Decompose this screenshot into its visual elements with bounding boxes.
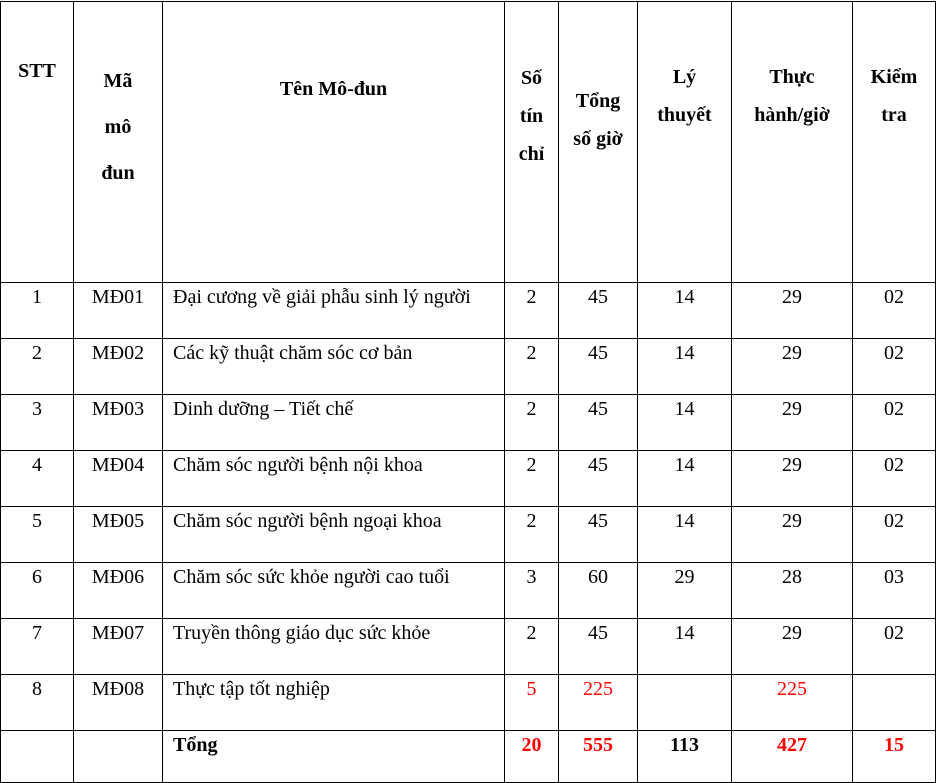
cell-tong-gio: 45: [559, 451, 638, 507]
header-ly-thuyet: [638, 2, 732, 283]
cell-tong-gio: 225: [559, 675, 638, 731]
cell-name: Chăm sóc người bệnh ngoại khoa: [163, 507, 505, 563]
table-row: [1, 563, 936, 619]
cell-stt: 4: [1, 451, 74, 507]
table-row: [1, 619, 936, 675]
cell-kiem-tra: 02: [853, 507, 936, 563]
header-thuc-hanh-line-2: hành/giờ: [754, 104, 830, 126]
cell-name: Chăm sóc người bệnh nội khoa: [163, 451, 505, 507]
total-row: [1, 731, 936, 783]
cell-tin-chi: 2: [505, 507, 559, 563]
cell-tong-gio: 45: [559, 507, 638, 563]
cell-ly-thuyet: 14: [638, 395, 732, 451]
cell-thuc-hanh: 225: [732, 675, 853, 731]
cell-tong-gio: 45: [559, 619, 638, 675]
cell-ma: MĐ08: [74, 675, 163, 731]
header-ly-thuyet-line-2: thuyết: [657, 104, 712, 126]
cell-thuc-hanh: 28: [732, 563, 853, 619]
header-ma-line-2: mô: [104, 116, 132, 138]
cell-ma: MĐ01: [74, 283, 163, 339]
header-stt: [1, 2, 74, 283]
cell-kiem-tra: 03: [853, 563, 936, 619]
total-thuc-hanh: 427: [732, 731, 853, 783]
cell-kiem-tra: [853, 675, 936, 731]
header-thuc-hanh-line-1: Thực: [769, 66, 815, 88]
cell-tin-chi: 2: [505, 619, 559, 675]
cell-tong-gio: 45: [559, 283, 638, 339]
cell-thuc-hanh: 29: [732, 395, 853, 451]
header-kiem-tra: [853, 2, 936, 283]
cell-kiem-tra: 02: [853, 395, 936, 451]
cell-ma: MĐ03: [74, 395, 163, 451]
table-row: [1, 451, 936, 507]
cell-tong-gio: 60: [559, 563, 638, 619]
header-tong-gio-line-1: Tổng: [575, 90, 621, 112]
cell-ma: MĐ06: [74, 563, 163, 619]
header-tin-chi-line-3: chỉ: [518, 143, 545, 165]
header-tin-chi-line-1: Số: [520, 67, 543, 89]
cell-thuc-hanh: 29: [732, 339, 853, 395]
header-kiem-tra-line-1: Kiểm: [870, 66, 918, 88]
cell-ma: MĐ02: [74, 339, 163, 395]
header-ten-mo-dun-text: Tên Mô-đun: [279, 78, 388, 100]
cell-thuc-hanh: 29: [732, 451, 853, 507]
cell-tin-chi: 2: [505, 451, 559, 507]
cell-stt: 7: [1, 619, 74, 675]
cell-ly-thuyet: 29: [638, 563, 732, 619]
cell-name: Đại cương về giải phẫu sinh lý người: [163, 283, 505, 339]
cell-ma: MĐ05: [74, 507, 163, 563]
table-row: [1, 339, 936, 395]
cell-stt: 6: [1, 563, 74, 619]
total-cell-ma: [74, 731, 163, 783]
cell-kiem-tra: 02: [853, 339, 936, 395]
cell-tin-chi: 2: [505, 339, 559, 395]
cell-name: Chăm sóc sức khỏe người cao tuổi: [163, 563, 505, 619]
cell-thuc-hanh: 29: [732, 507, 853, 563]
table-row: [1, 283, 936, 339]
header-tong-gio-line-2: số giờ: [573, 128, 623, 150]
header-tong-so-gio: [559, 2, 638, 283]
cell-ly-thuyet: 14: [638, 451, 732, 507]
cell-stt: 3: [1, 395, 74, 451]
header-ly-thuyet-line-1: Lý: [672, 66, 697, 88]
total-kiem-tra: 15: [853, 731, 936, 783]
header-tin-chi-line-2: tín: [519, 105, 544, 127]
header-so-tin-chi: [505, 2, 559, 283]
total-tong-gio: 555: [559, 731, 638, 783]
cell-tin-chi: 3: [505, 563, 559, 619]
cell-name: Truyền thông giáo dục sức khỏe: [163, 619, 505, 675]
header-ma-mo-dun: [74, 2, 163, 283]
total-tin-chi: 20: [505, 731, 559, 783]
table-row: [1, 395, 936, 451]
header-ma-line-1: Mã: [103, 70, 133, 92]
table-row: [1, 675, 936, 731]
header-ten-mo-dun: [163, 2, 505, 283]
total-ly-thuyet: 113: [638, 731, 732, 783]
cell-tin-chi: 2: [505, 395, 559, 451]
cell-kiem-tra: 02: [853, 283, 936, 339]
cell-kiem-tra: 02: [853, 451, 936, 507]
cell-stt: 8: [1, 675, 74, 731]
cell-ly-thuyet: 14: [638, 339, 732, 395]
cell-name: Thực tập tốt nghiệp: [163, 675, 505, 731]
total-label: Tổng: [163, 731, 505, 783]
cell-ly-thuyet: [638, 675, 732, 731]
cell-ly-thuyet: 14: [638, 283, 732, 339]
cell-stt: 2: [1, 339, 74, 395]
header-thuc-hanh: [732, 2, 853, 283]
cell-kiem-tra: 02: [853, 619, 936, 675]
cell-stt: 1: [1, 283, 74, 339]
cell-tin-chi: 2: [505, 283, 559, 339]
cell-tin-chi: 5: [505, 675, 559, 731]
total-cell-stt: [1, 731, 74, 783]
cell-thuc-hanh: 29: [732, 619, 853, 675]
header-ma-line-3: đun: [101, 162, 135, 184]
header-stt-text: STT: [18, 60, 56, 82]
cell-ma: MĐ07: [74, 619, 163, 675]
cell-ma: MĐ04: [74, 451, 163, 507]
table-header-row: [1, 2, 936, 283]
cell-tong-gio: 45: [559, 339, 638, 395]
cell-ly-thuyet: 14: [638, 507, 732, 563]
cell-name: Các kỹ thuật chăm sóc cơ bản: [163, 339, 505, 395]
cell-tong-gio: 45: [559, 395, 638, 451]
curriculum-table: [0, 1, 936, 783]
table-row: [1, 507, 936, 563]
cell-thuc-hanh: 29: [732, 283, 853, 339]
cell-name: Dinh dưỡng – Tiết chế: [163, 395, 505, 451]
header-kiem-tra-line-2: tra: [881, 104, 907, 126]
cell-stt: 5: [1, 507, 74, 563]
cell-ly-thuyet: 14: [638, 619, 732, 675]
